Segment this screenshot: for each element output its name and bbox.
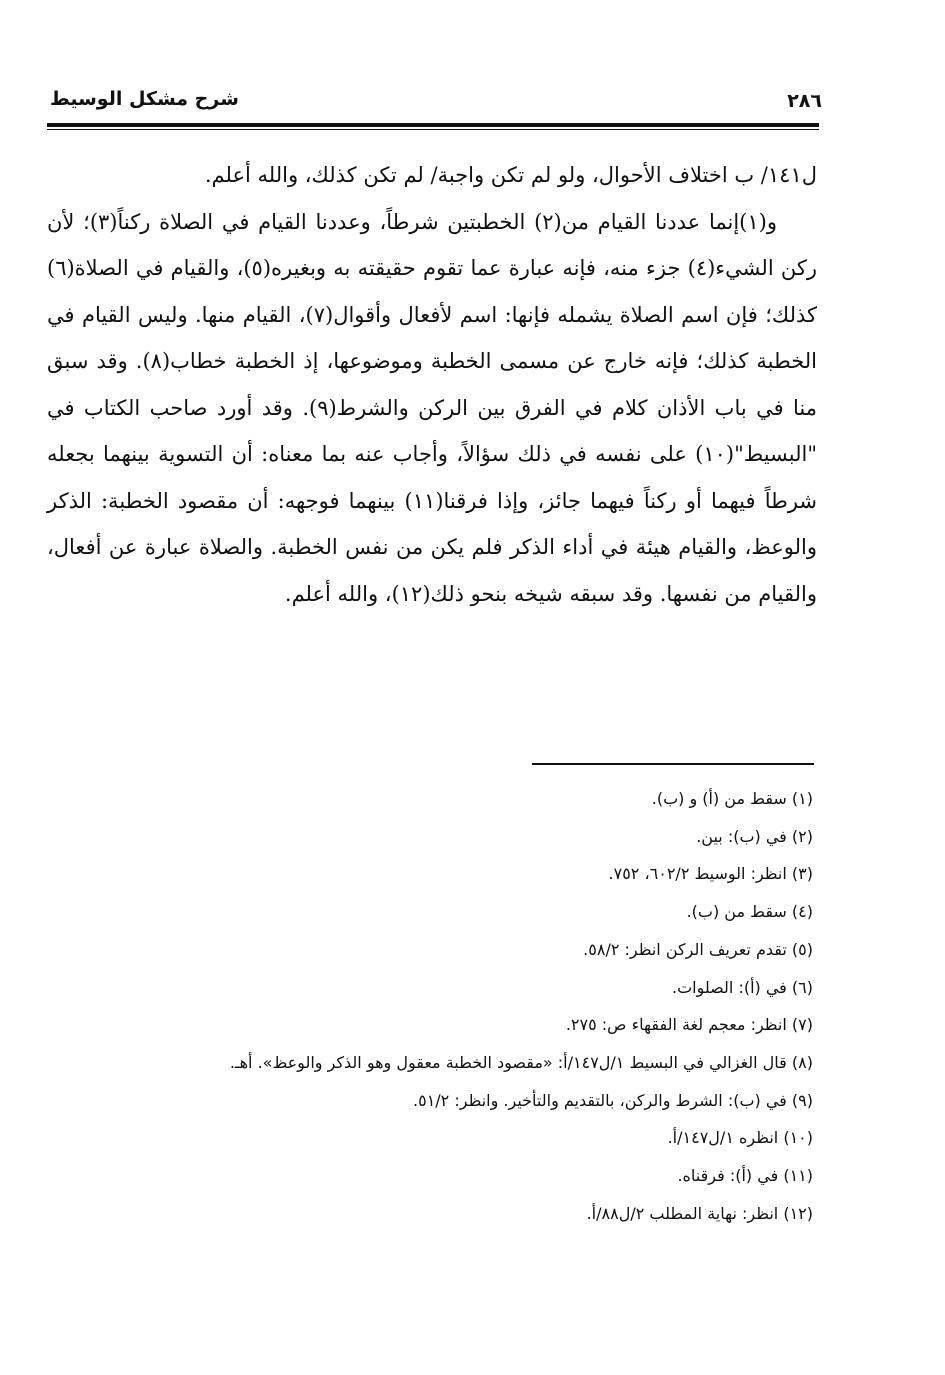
footnotes: [93, 780, 813, 1232]
paragraph-text: و(١)إنما عددنا القيام من(٢) الخطبتين شرطاً، وعددنا القيام في الصلاة ركناً(٣)؛ لأن ركن الشيء(٤) جزء منه، فإنه عبارة عما تقوم حقيقته به وبغيره(٥)، والقيام في الصلاة(٦) كذلك؛ فإن اسم الصلاة يشمله فإنها: اسم لأفعال وأقوال(٧)، القيام منها. وليس القيام في الخطبة كذلك؛ فإنه خارج عن مسمى الخطبة وموضوعها، إذ الخطبة خطاب(٨). وقد سبق منا في باب الأذان كلام في الفرق بين الركن والشرط(٩). وقد أورد صاحب الكتاب في "البسيط"(١٠) على نفسه في ذلك سؤالاً، وأجاب عنه بما معناه: أن التسوية بينهما بجعله شرطاً فيهما أو ركناً فيهما جائز، وإذا فرقنا(١١) بينهما فوجهه: أن مقصود الخطبة: الذكر والوعظ، والقيام هيئة في أداء الذكر فلم يكن من نفس الخطبة. والصلاة عبارة عن أفعال، والقيام من نفسها. وقد سبقه شيخه بنحو ذلك(١٢)، والله أعلم.: [47, 209, 818, 606]
footnote: (١) سقط من (أ) و (ب).: [651, 789, 813, 808]
footnote: (٧) انظر: معجم لغة الفقهاء ص: ٢٧٥.: [565, 1015, 813, 1035]
footnote: (٥) تقدم تعريف الركن انظر: ٥٨/٢.: [583, 939, 813, 959]
header-rule: [47, 123, 819, 127]
manuscript-folio-marker: ل١٤١/ ب: [734, 163, 817, 187]
footnote: (٢) في (ب): بين.: [696, 826, 813, 846]
paragraph-text: اختلاف الأحوال، ولو لم تكن واجبة/ لم تكن كذلك، والله أعلم.: [204, 163, 728, 187]
page-number: ٢٨٦: [787, 90, 822, 112]
footnote-separator: [532, 763, 814, 765]
footnote: (٦) في (أ): الصلوات.: [672, 977, 813, 997]
footnote: (١٢) انظر: نهاية المطلب ٢/ل٨٨/أ.: [586, 1203, 813, 1223]
footnote: (١٠) انظره ١/ل١٤٧/أ.: [667, 1128, 813, 1148]
running-title: شرح مشكل الوسيط: [50, 88, 239, 110]
footnote: (٣) انظر: الوسيط ٦٠٢/٢، ٧٥٢.: [608, 864, 813, 884]
header-rule-thin: [47, 129, 819, 130]
paragraph: [47, 199, 817, 618]
footnote: (١١) في (أ): فرقناه.: [677, 1166, 813, 1186]
footnote: (٨) قال الغزالي في البسيط ١/ل١٤٧/أ: «مقصود الخطبة معقول وهو الذكر والوعظ». أهـ.: [229, 1052, 813, 1072]
page-header: [50, 88, 822, 122]
footnote: (٩) في (ب): الشرط والركن، بالتقديم والتأخير. وانظر: ٥١/٢.: [413, 1090, 813, 1110]
main-text: [47, 152, 817, 617]
paragraph: [47, 152, 817, 199]
footnote: (٤) سقط من (ب).: [686, 902, 813, 922]
